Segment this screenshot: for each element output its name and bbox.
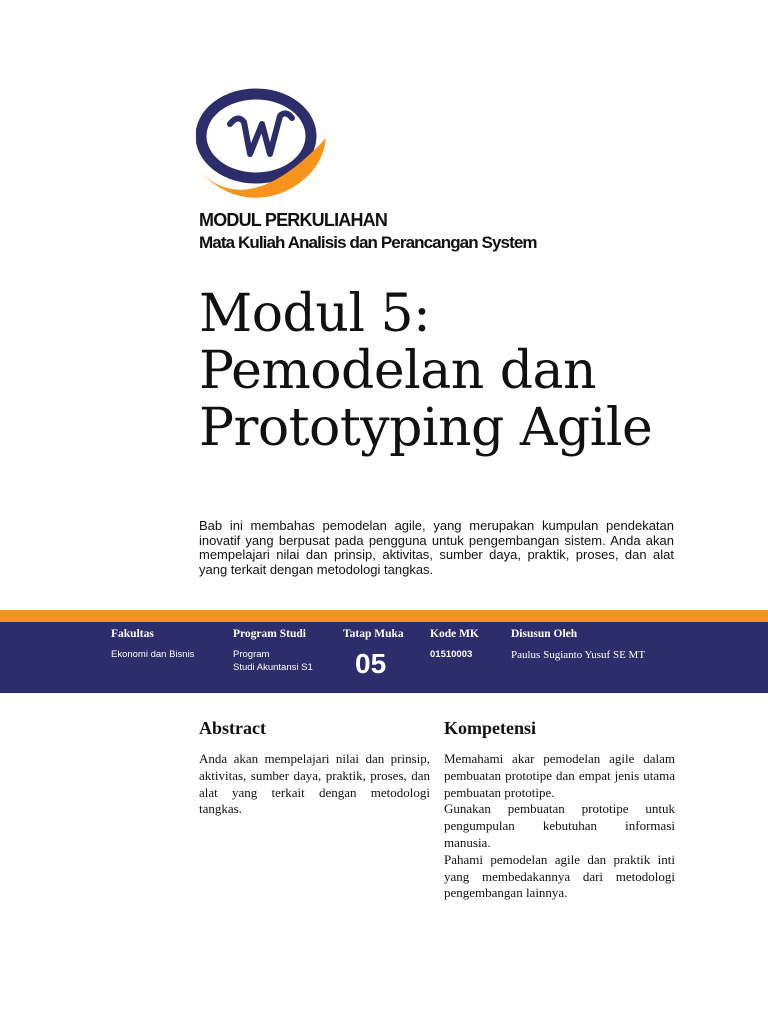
info-label: Disusun Oleh	[511, 628, 578, 640]
info-value: Ekonomi dan Bisnis	[111, 649, 195, 660]
kompetensi-body	[444, 751, 675, 902]
intro-paragraph: Bab ini membahas pemodelan agile, yang merupakan kumpulan pendekatan inovatif yang berpusat pada pengguna untuk pengembangan sistem. Anda akan mempelajari nilai dan prinsip, aktivitas, sumber daya, praktik, proses, dan alat yang terkait dengan metodologi tangkas.	[199, 518, 674, 577]
module-title-line: Modul 5:	[199, 284, 431, 344]
info-label: Tatap Muka	[343, 628, 404, 640]
kompetensi-paragraph: Memahami akar pemodelan agile dalam pembuatan prototipe dan empat jenis utama pembuatan prototipe.	[444, 751, 675, 800]
kompetensi-heading: Kompetensi	[444, 718, 536, 738]
info-value-line: Studi Akuntansi S1	[233, 661, 313, 673]
info-label: Kode MK	[430, 628, 479, 640]
module-title-line: Pemodelan dan	[199, 341, 597, 401]
abstract-body	[199, 751, 430, 818]
university-w-logo-icon	[196, 88, 330, 206]
abstract-paragraph: Anda akan mempelajari nilai dan prinsip, aktivitas, sumber daya, praktik, proses, dan alat yang terkait dengan metodologi tangkas.	[199, 751, 430, 817]
info-value: Paulus Sugianto Yusuf SE MT	[511, 649, 646, 661]
university-logo	[196, 88, 330, 206]
course-info-band	[0, 622, 768, 693]
info-value-line: Program	[233, 649, 270, 660]
module-title-line: Prototyping Agile	[199, 398, 653, 458]
info-value	[233, 649, 313, 674]
info-value: 01510003	[430, 649, 473, 660]
abstract-heading: Abstract	[199, 718, 266, 738]
module-title	[199, 286, 719, 457]
header-subtitle: Mata Kuliah Analisis dan Perancangan System	[199, 233, 537, 252]
kompetensi-paragraph: Pahami pemodelan agile dan praktik inti yang membedakannya dari metodologi pengembangan lainnya.	[444, 851, 675, 901]
info-label: Fakultas	[111, 628, 154, 640]
header-title: MODUL PERKULIAHAN	[199, 210, 388, 230]
session-number: 05	[355, 648, 387, 679]
info-label: Program Studi	[233, 628, 306, 640]
kompetensi-paragraph: Gunakan pembuatan prototipe untuk pengumpulan kebutuhan informasi manusia.	[444, 801, 675, 850]
accent-divider	[0, 610, 768, 622]
